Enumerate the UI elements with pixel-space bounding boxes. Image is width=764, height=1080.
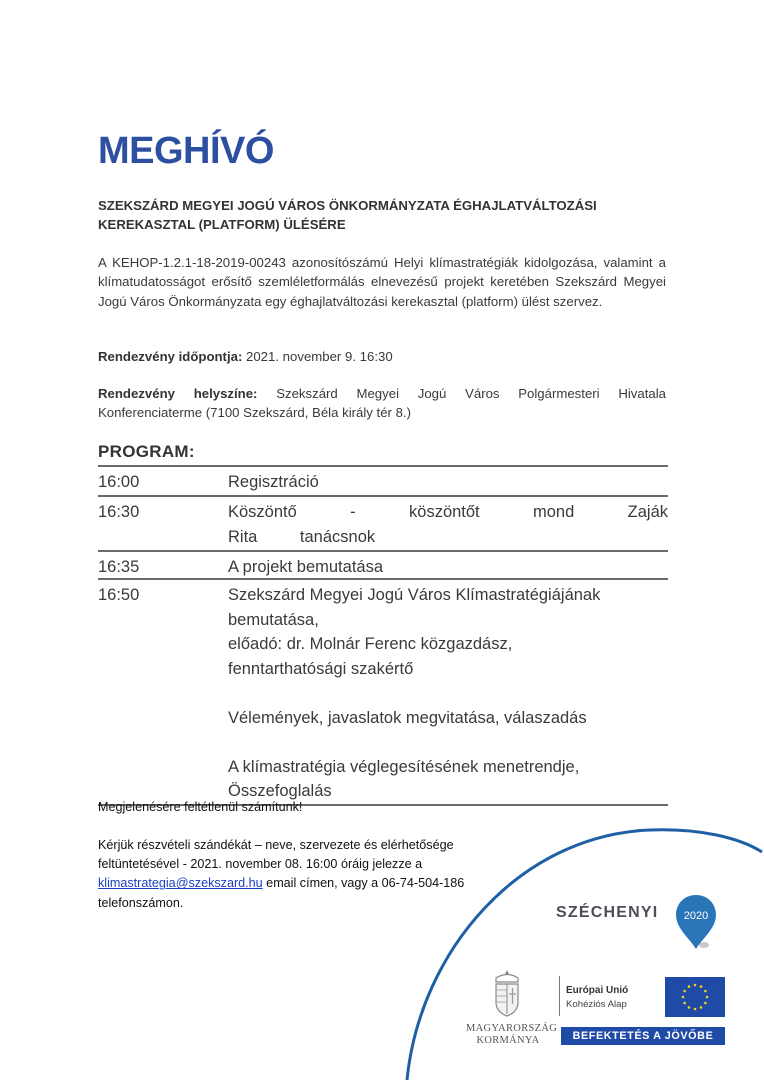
- spacer: [228, 730, 668, 755]
- intro-paragraph: A KEHOP-1.2.1-18-2019-00243 azonosítószámú Helyi klímastratégiák kidolgozása, valamint a klímatudatosságot erősítő szemléletformálás elnevezésű projekt keretében Szekszárd Megyei Jogú Város Önkormányzata egy éghajlatváltozási kerekasztal (platform) ülést szervez.: [98, 255, 666, 309]
- event-time-value: 2021. november 9. 16:30: [246, 349, 393, 364]
- event-place-label: Rendezvény helyszíne:: [98, 386, 258, 401]
- coat-of-arms-icon: [490, 968, 524, 1020]
- location-pin-icon: [674, 893, 718, 951]
- program-desc-line: Összefoglalás: [228, 782, 332, 800]
- program-desc-line: Vélemények, javaslatok megvitatása, válaszadás: [228, 708, 587, 727]
- program-heading: PROGRAM:: [98, 442, 195, 461]
- rsvp-text: email címen, vagy a 06-74-504-186 telefonszámon.: [98, 876, 465, 910]
- spacer: [228, 681, 668, 706]
- program-desc: [228, 500, 668, 550]
- program-desc: [228, 470, 668, 495]
- program-desc: [228, 555, 668, 578]
- eu-flag-icon: [665, 977, 725, 1017]
- subtitle: SZEKSZÁRD MEGYEI JOGÚ VÁROS ÖNKORMÁNYZATA ÉGHAJLATVÁLTOZÁSI KEREKASZTAL (PLATFORM) ÜLÉSÉRE: [98, 198, 597, 232]
- event-place-value: Szekszárd Megyei Jogú Város Polgármesteri Hivatala Konferenciaterme (7100 Szekszárd, Béla király tér 8.): [98, 386, 666, 421]
- attendance-note: Megjelenésére feltétlenül számítunk!: [98, 800, 303, 814]
- program-desc-line: Köszöntő - köszöntőt mond Zaják Rita tanácsnok: [228, 503, 668, 546]
- program-time: 16:50: [98, 586, 140, 604]
- program-desc-line: Szekszárd Megyei Jogú Város Klímastratégiájának bemutatása,: [228, 586, 601, 629]
- program-desc: [228, 583, 668, 804]
- program-time: 16:00: [98, 473, 140, 491]
- program-row: [98, 465, 668, 495]
- fund-label: Kohéziós Alap: [566, 999, 627, 1010]
- slogan-banner: BEFEKTETÉS A JÖVŐBE: [561, 1027, 725, 1045]
- program-desc-line: A projekt bemutatása: [228, 558, 384, 576]
- program-desc-line: előadó: dr. Molnár Ferenc közgazdász,: [228, 635, 513, 653]
- event-time: [98, 347, 666, 366]
- rsvp-text: Kérjük részvételi szándékát – neve, szervezete és elérhetősége feltüntetésével - 2021. november 08. 16:00 óráig jelezze a: [98, 838, 454, 872]
- svg-text:2020: 2020: [683, 910, 709, 922]
- program-time: 16:30: [98, 503, 140, 521]
- government-logo-text: [466, 1023, 558, 1047]
- rsvp-paragraph: [98, 836, 478, 913]
- event-time-label: Rendezvény időpontja:: [98, 349, 243, 364]
- gov-line-1: MAGYARORSZÁG: [466, 1023, 558, 1034]
- program-time: 16:35: [98, 558, 140, 576]
- divider: [559, 976, 560, 1016]
- eu-label: Európai Unió: [566, 985, 629, 996]
- page-title: MEGHÍVÓ: [98, 130, 274, 172]
- program-desc-line: Regisztráció: [228, 473, 319, 491]
- program-table: [98, 465, 668, 806]
- gov-line-2: KORMÁNYA: [476, 1035, 540, 1046]
- email-link[interactable]: klimastrategia@szekszard.hu: [98, 876, 263, 891]
- program-row: [98, 495, 668, 550]
- program-desc-line: A klímastratégia véglegesítésének menetrendje,: [228, 757, 580, 776]
- program-row: [98, 578, 668, 806]
- szechenyi-logo-text: SZÉCHENYI: [556, 904, 659, 921]
- program-row: [98, 550, 668, 578]
- event-place: [98, 384, 666, 423]
- program-desc-line: fenntarthatósági szakértő: [228, 659, 414, 678]
